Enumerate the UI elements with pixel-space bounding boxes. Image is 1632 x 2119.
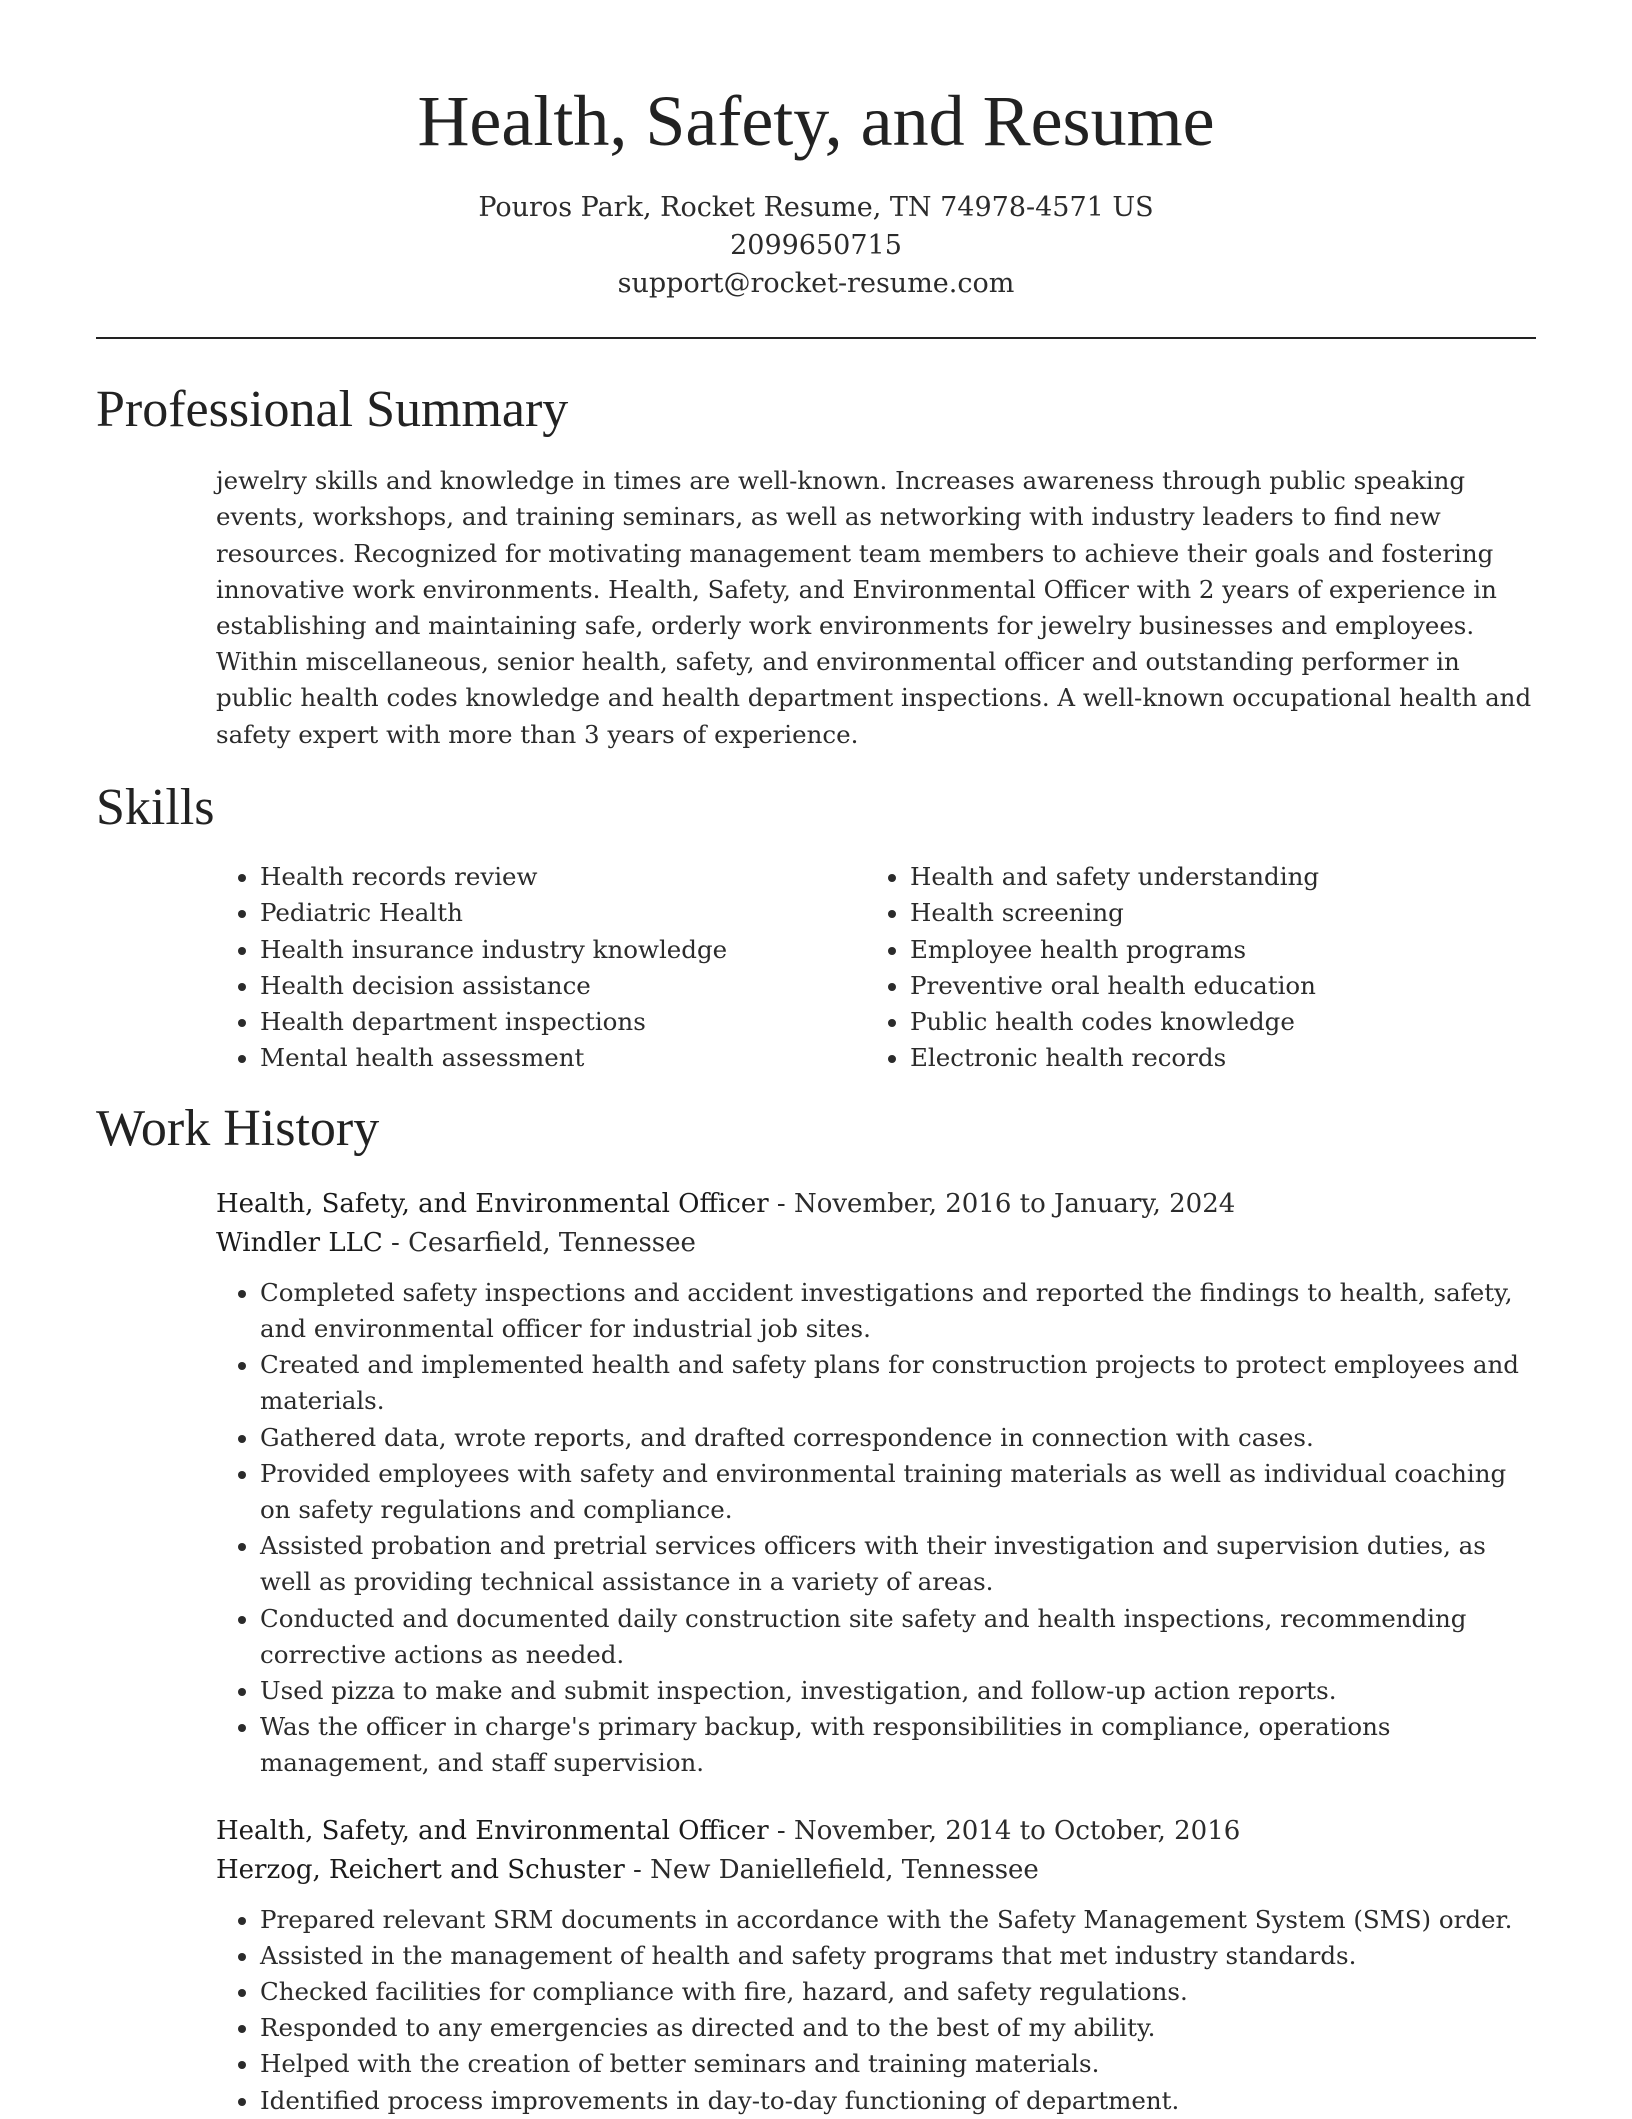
skill-item: • Health records review xyxy=(260,859,866,895)
job-bullet: • Helped with the creation of better seminars and training materials. xyxy=(260,2046,1536,2082)
skill-item: • Preventive oral health education xyxy=(910,968,1536,1004)
skill-item: • Electronic health records xyxy=(910,1040,1536,1076)
skills-list-right xyxy=(866,859,1536,1076)
job-bullet: • Conducted and documented daily construction site safety and health inspections, recommending corrective actions as needed. xyxy=(260,1601,1536,1673)
job-bullet: • Completed safety inspections and accident investigations and reported the findings to health, safety, and environmental officer for industrial job sites. xyxy=(260,1275,1536,1347)
job-bullet: • Used pizza to make and submit inspection, investigation, and follow-up action reports. xyxy=(260,1673,1536,1709)
job-location: - New Daniellefield, Tennessee xyxy=(624,1854,1039,1885)
job-company-line xyxy=(216,1851,1536,1890)
job-company: Windler LLC xyxy=(216,1227,383,1258)
job-bullet: • Assisted in the management of health and safety programs that met industry standards. xyxy=(260,1938,1536,1974)
job-entry xyxy=(216,1185,1536,1782)
job-bullets xyxy=(216,1902,1536,2119)
section-title-summary: Professional Summary xyxy=(96,380,569,438)
professional-summary-section xyxy=(0,379,1632,753)
job-company: Herzog, Reichert and Schuster xyxy=(216,1854,625,1885)
skill-item: • Health insurance industry knowledge xyxy=(260,932,866,968)
skill-item: • Pediatric Health xyxy=(260,895,866,931)
summary-text: jewelry skills and knowledge in times are well-known. Increases awareness through public speaking events, workshops, and training seminars, as well as networking with industry leaders to find new resources. Recognized for motivating management team members to achieve their goals and fostering innovative work environments. Health, Safety, and Environmental Officer with 2 years of experience in establishing and maintaining safe, orderly work environments for jewelry businesses and employees. Within miscellaneous, senior health, safety, and environmental officer and outstanding performer in public health codes knowledge and health department inspections. A well-known occupational health and safety expert with more than 3 years of experience. xyxy=(216,466,1532,749)
job-bullet: • Responded to any emergencies as directed and to the best of my ability. xyxy=(260,2010,1536,2046)
job-title-line xyxy=(216,1185,1536,1224)
section-title-skills: Skills xyxy=(96,778,215,836)
skill-item: • Health decision assistance xyxy=(260,968,866,1004)
job-bullet: • Assisted probation and pretrial services officers with their investigation and supervision duties, as well as providing technical assistance in a variety of areas. xyxy=(260,1528,1536,1600)
job-title: Health, Safety, and Environmental Officer xyxy=(216,1188,769,1219)
work-history-section xyxy=(0,1098,1632,2118)
job-bullets xyxy=(216,1275,1536,1782)
job-bullet: • Created and implemented health and safety plans for construction projects to protect employees and materials. xyxy=(260,1347,1536,1419)
skill-item: • Health and safety understanding xyxy=(910,859,1536,895)
job-title: Health, Safety, and Environmental Officer xyxy=(216,1815,769,1846)
job-entry xyxy=(216,1812,1536,2119)
job-dates: - November, 2014 to October, 2016 xyxy=(768,1815,1241,1846)
skills-section xyxy=(0,777,1632,1077)
contact-phone: 2099650715 xyxy=(730,229,902,261)
candidate-name: Health, Safety, and Resume xyxy=(417,81,1215,161)
job-company-line xyxy=(216,1224,1536,1263)
resume-header xyxy=(0,0,1632,303)
job-title-line xyxy=(216,1812,1536,1851)
skill-item: • Mental health assessment xyxy=(260,1040,866,1076)
job-bullet: • Identified process improvements in day-to-day functioning of department. xyxy=(260,2083,1536,2119)
header-divider xyxy=(96,337,1536,339)
job-bullet: • Checked facilities for compliance with fire, hazard, and safety regulations. xyxy=(260,1974,1536,2010)
job-bullet: • Prepared relevant SRM documents in accordance with the Safety Management System (SMS) order. xyxy=(260,1902,1536,1938)
skills-grid xyxy=(216,859,1536,1076)
skill-item: • Health screening xyxy=(910,895,1536,931)
job-bullet: • Was the officer in charge's primary backup, with responsibilities in compliance, operations management, and staff supervision. xyxy=(260,1709,1536,1781)
section-title-work-history: Work History xyxy=(96,1100,380,1158)
job-dates: - November, 2016 to January, 2024 xyxy=(768,1188,1236,1219)
skill-item: • Employee health programs xyxy=(910,932,1536,968)
job-location: - Cesarfield, Tennessee xyxy=(382,1227,696,1258)
skill-item: • Public health codes knowledge xyxy=(910,1004,1536,1040)
job-bullet: • Provided employees with safety and environmental training materials as well as individual coaching on safety regulations and compliance. xyxy=(260,1456,1536,1528)
contact-email: support@rocket-resume.com xyxy=(617,267,1015,299)
skill-item: • Health department inspections xyxy=(260,1004,866,1040)
job-bullet: • Gathered data, wrote reports, and drafted correspondence in connection with cases. xyxy=(260,1420,1536,1456)
contact-address: Pouros Park, Rocket Resume, TN 74978-4571 US xyxy=(478,191,1154,223)
skills-list-left xyxy=(216,859,866,1076)
